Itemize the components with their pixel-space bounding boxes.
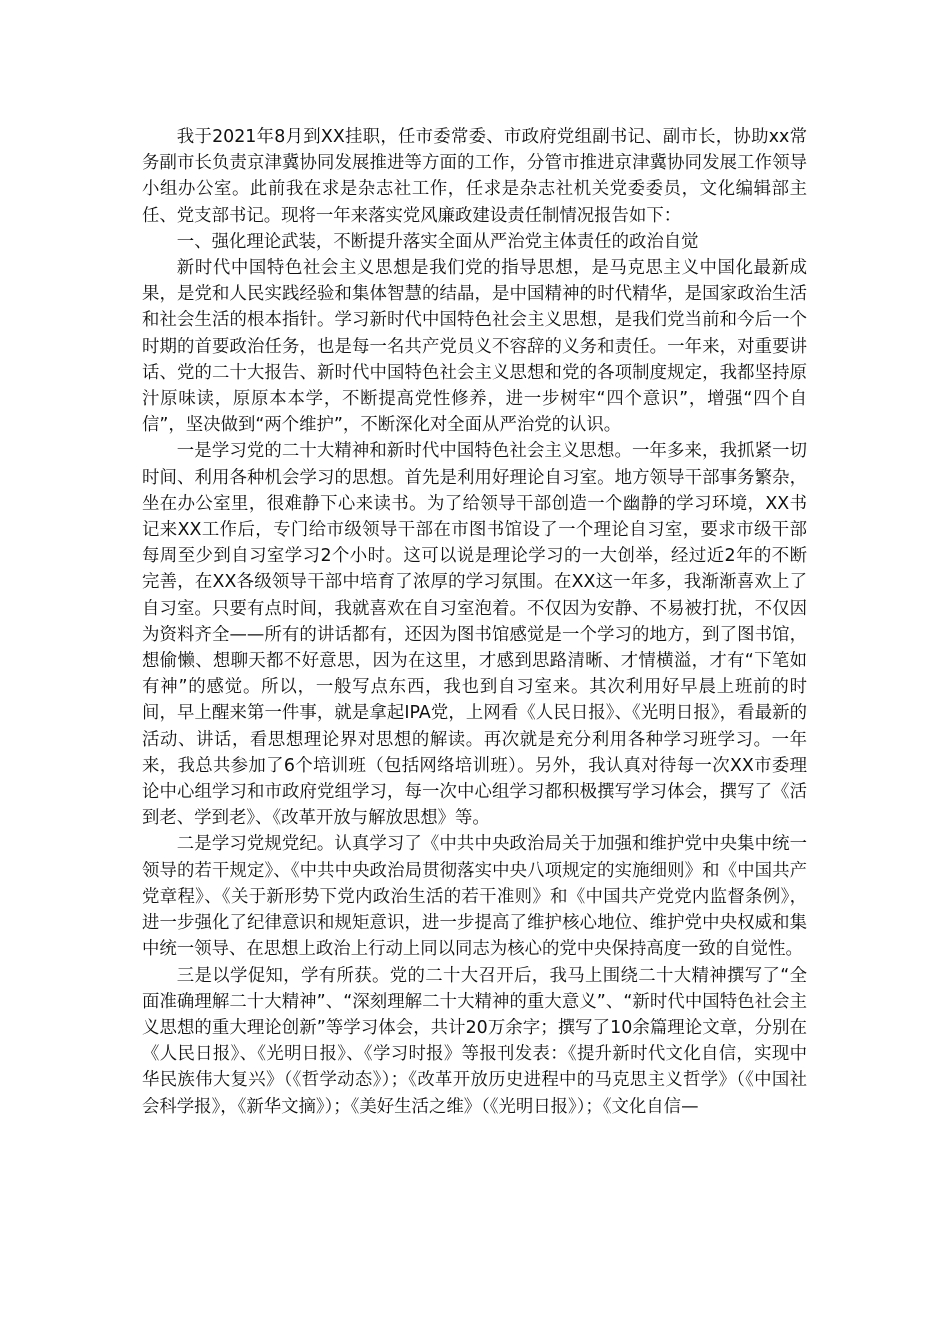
study-paragraph-2: 二是学习党规党纪。认真学习了《中共中央政治局关于加强和维护党中央集中统一领导的若干规定》、《中共中央政治局贯彻落实中央八项规定的实施细则》和《中国共产党章程》、《关于新形势下党内政治生活的若干准则》和《中国共产党党内监督条例》，进一步强化了纪律意识和规矩意识，进一步提高了维护核心地位、维护党中央权威和集中统一领导、在思想上政治上行动上同以同志为核心的党中央保持高度一致的自觉性。 <box>142 834 807 960</box>
intro-paragraph: 我于2021年8月到XX挂职，任市委常委、市政府党组副书记、副市长，协助xx常务副市长负责京津冀协同发展推进等方面的工作，分管市推进京津冀协同发展工作领导小组办公室。此前我在求是杂志社工作，任求是杂志社机关党委委员，文化编辑部主任、党支部书记。现将一年来落实党风廉政建设责任制情况报告如下： <box>142 127 807 226</box>
section-heading-1: 一、强化理论武装，不断提升落实全面从严治党主体责任的政治自觉 <box>176 231 699 252</box>
study-paragraph-1: 一是学习党的二十大精神和新时代中国特色社会主义思想。一年多来，我抓紧一切时间、利用各种机会学习的思想。首先是利用好理论自习室。地方领导干部事务繁杂，坐在办公室里，很难静下心来读书。为了给领导干部创造一个幽静的学习环境，XX书记来XX工作后，专门给市级领导干部在市图书馆设了一个理论自习室，要求市级干部每周至少到自习室学习2个小时。这可以说是理论学习的一大创举，经过近2年的不断完善，在XX各级领导干部中培育了浓厚的学习氛围。在XX这一年多，我渐渐喜欢上了自习室。只要有点时间，我就喜欢在自习室泡着。不仅因为安静、不易被打扰，不仅因为资料齐全——所有的讲话都有，还因为图书馆感觉是一个学习的地方，到了图书馆，想偷懒、想聊天都不好意思，因为在这里，才感到思路清晰、才情横溢，才有“下笔如有神”的感觉。所以，一般写点东西，我也到自习室来。其次利用好早晨上班前的时间，早上醒来第一件事，就是拿起IPA党，上网看《人民日报》、《光明日报》，看最新的活动、讲话，看思想理论界对思想的解读。再次就是充分利用各种学习班学习。一年来，我总共参加了6个培训班（包括网络培训班）。另外，我认真对待每一次XX市委理论中心组学习和市政府党组学习，每一次中心组学习都积极撰写学习体会，撰写了《活到老、学到老》、《改革开放与解放思想》等。 <box>142 441 807 829</box>
study-paragraph-3: 三是以学促知，学有所获。党的二十大召开后，我马上围绕二十大精神撰写了“全面准确理解二十大精神”、“深刻理解二十大精神的重大意义”、“新时代中国特色社会主义思想的重大理论创新”等学习体会，共计20万余字；撰写了10余篇理论文章，分别在《人民日报》、《光明日报》、《学习时报》等报刊发表：《提升新时代文化自信，实现中华民族伟大复兴》（《哲学动态》）；《改革开放历史进程中的马克思主义哲学》（《中国社会科学报》，《新华文摘》）；《美好生活之维》（《光明日报》）；《文化自信— <box>142 965 807 1117</box>
report-body <box>142 124 807 1120</box>
theory-paragraph: 新时代中国特色社会主义思想是我们党的指导思想，是马克思主义中国化最新成果，是党和人民实践经验和集体智慧的结晶，是中国精神的时代精华，是国家政治生活和社会生活的根本指针。学习新时代中国特色社会主义思想，是我们党当前和今后一个时期的首要政治任务，也是每一名共产党员义不容辞的义务和责任。一年来，对重要讲话、党的二十大报告、新时代中国特色社会主义思想和党的各项制度规定，我都坚持原汁原味读，原原本本学，不断提高党性修养，进一步树牢“四个意识”，增强“四个自信”，坚决做到“两个维护”，不断深化对全面从严治党的认识。 <box>142 258 807 436</box>
